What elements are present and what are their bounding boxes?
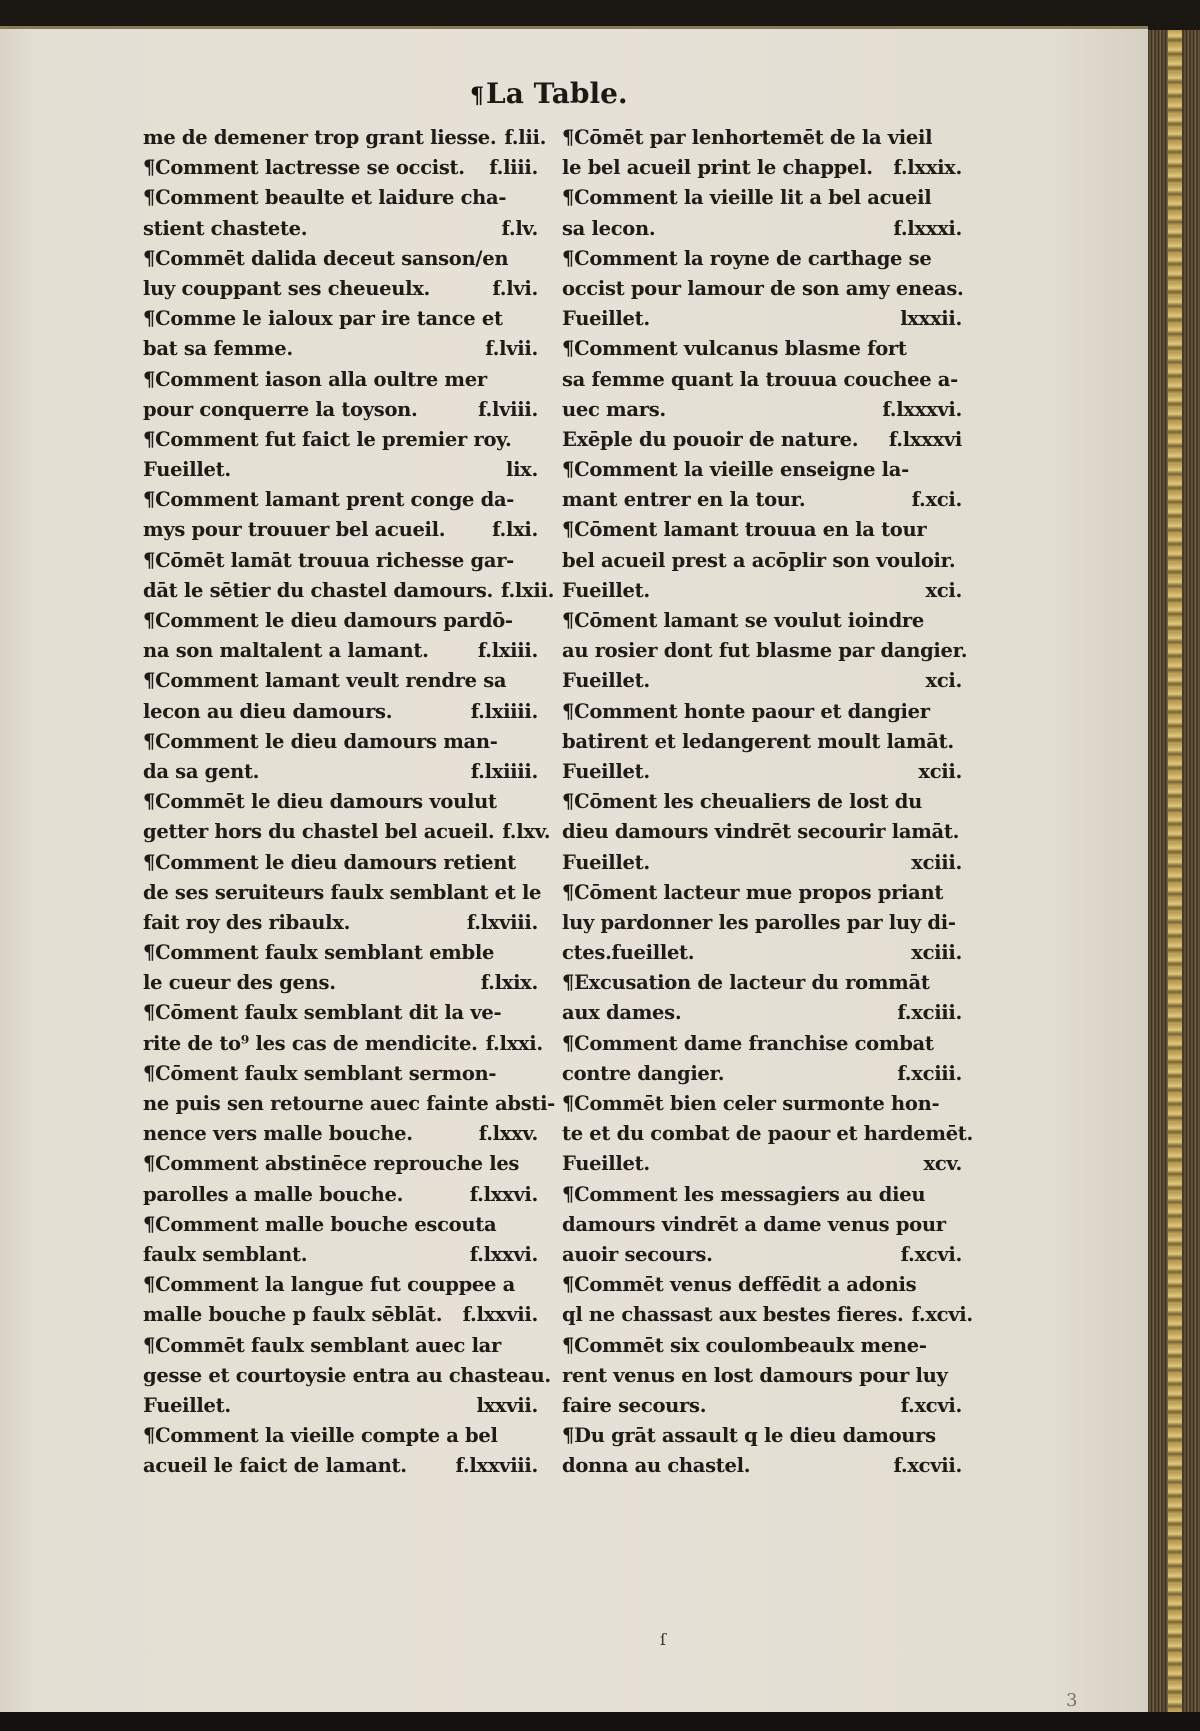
table-entry-line [562, 1149, 962, 1179]
entry-text: rent venus en lost damours pour luy [562, 1363, 948, 1387]
entry-text: ¶Comment le dieu damours pardō- [143, 609, 513, 632]
folio-reference: f.lxiii. [477, 639, 538, 663]
table-entry-line [143, 787, 538, 817]
table-column-right [562, 123, 973, 1481]
table-entry-line [562, 1089, 962, 1119]
folio-reference: f.lxxvi. [469, 1182, 538, 1206]
table-entry-line [562, 274, 962, 304]
entry-text: Fueillet. [562, 578, 650, 602]
entry-text: de ses seruiteurs faulx semblant et le [143, 880, 542, 904]
entry-text: ¶Comment la vieille enseigne la- [562, 458, 909, 482]
table-entry-line [143, 908, 538, 938]
entry-text: stient chastete. [143, 216, 308, 240]
table-entry-line [143, 1300, 538, 1330]
entry-text: ¶Cōmēt par lenhortemēt de la vieil [562, 126, 933, 149]
table-entry-line [562, 1240, 962, 1270]
table-entry-line [143, 1180, 538, 1210]
entry-text: le bel acueil print le chappel. [562, 156, 873, 180]
table-entry-line [143, 365, 538, 395]
entry-text: Exēple du pouoir de nature. [562, 427, 859, 451]
corner-mark: 3 [1066, 1690, 1078, 1711]
table-entry-line [562, 153, 962, 183]
table-entry-line [562, 1331, 962, 1361]
entry-text: ql ne chassast aux bestes fieres. [562, 1303, 904, 1327]
table-entry-line [562, 1029, 962, 1059]
table-entry-line [143, 1421, 538, 1451]
entry-text: ¶Comme le ialoux par ire tance et [143, 307, 503, 331]
table-entry-line [562, 878, 962, 908]
entry-text: ¶Comment abstinēce reprouche les [143, 1152, 520, 1176]
folio-reference: f.lii. [504, 126, 547, 149]
entry-text: ¶Comment lactresse se occist. [143, 156, 465, 180]
table-entry-line [562, 1300, 973, 1330]
table-entry-line [562, 1451, 962, 1481]
entry-text: nence vers malle bouche. [143, 1122, 413, 1146]
entry-text: ¶Comment la vieille compte a bel [143, 1424, 498, 1448]
entry-text: sa lecon. [562, 216, 656, 240]
entry-text: batirent et ledangerent moult lamāt. [562, 729, 954, 753]
entry-text: ¶Comment iason alla oultre mer [143, 367, 487, 391]
table-entry-line [143, 697, 538, 727]
folio-reference: xci. [925, 669, 962, 693]
entry-text: Fueillet. [143, 1393, 231, 1417]
folio-reference: f.lv. [501, 216, 538, 240]
table-entry-line [143, 244, 538, 274]
table-entry-line [562, 817, 962, 847]
table-entry-line [143, 455, 538, 485]
table-entry-line [562, 214, 962, 244]
table-entry-line [562, 1421, 962, 1451]
entry-text: me de demener trop grant liesse. [143, 126, 497, 149]
entry-text: uec mars. [562, 397, 666, 421]
entry-text: Fueillet. [562, 669, 650, 693]
entry-text: Fueillet. [143, 458, 231, 482]
table-entry-line [143, 878, 542, 908]
table-entry-line [562, 334, 962, 364]
entry-text: ¶Comment honte paour et dangier [562, 699, 930, 723]
folio-reference: f.lxiiii. [470, 759, 538, 783]
entry-text: ¶Commēt le dieu damours voulut [143, 790, 497, 814]
table-entry-line [143, 848, 538, 878]
table-entry-line [143, 1451, 538, 1481]
folio-reference: lix. [505, 458, 538, 482]
table-entry-line [562, 1119, 973, 1149]
table-entry-line [143, 757, 538, 787]
folio-reference: f.lxviii. [466, 910, 538, 934]
table-entry-line [143, 817, 551, 847]
table-entry-line [562, 425, 962, 455]
folio-reference: f.lviii. [478, 397, 538, 421]
table-entry-line [562, 455, 962, 485]
table-entry-line [143, 938, 538, 968]
table-entry-line [143, 1089, 555, 1119]
table-entry-line [562, 485, 962, 515]
entry-text: ¶Comment le dieu damours retient [143, 850, 516, 874]
table-entry-line [143, 1210, 538, 1240]
entry-text: ¶Comment dame franchise combat [562, 1031, 934, 1055]
folio-reference: f.lxxvi. [469, 1242, 538, 1266]
table-entry-line [562, 1270, 962, 1300]
table-entry-line [143, 515, 538, 545]
scan-background-bottom [0, 1712, 1200, 1731]
table-entry-line [562, 787, 962, 817]
entry-text: dāt le sētier du chastel damours. [143, 578, 494, 602]
book-fore-edge [1148, 30, 1200, 1731]
running-head-title: La Table. [486, 77, 628, 110]
table-entry-line [562, 636, 968, 666]
folio-reference: f.lvi. [492, 276, 538, 300]
folio-reference: lxxxii. [900, 307, 962, 331]
folio-reference: f.lvii. [485, 337, 538, 361]
entry-text: parolles a malle bouche. [143, 1182, 404, 1206]
entry-text: ¶Comment la royne de carthage se [562, 246, 932, 270]
entry-text: ¶Cōment lacteur mue propos priant [562, 880, 944, 904]
table-entry-line [562, 1210, 962, 1240]
running-head [470, 76, 690, 112]
entry-text: dieu damours vindrēt secourir lamāt. [562, 820, 960, 844]
table-entry-line [562, 395, 962, 425]
table-entry-line [143, 1119, 538, 1149]
table-entry-line [562, 968, 962, 998]
folio-reference: xcii. [918, 759, 962, 783]
entry-text: auoir secours. [562, 1242, 713, 1266]
entry-text: Fueillet. [562, 850, 650, 874]
table-entry-line [143, 576, 555, 606]
table-entry-line [143, 727, 538, 757]
entry-text: ctes.fueillet. [562, 941, 695, 965]
folio-reference: f.xciii. [897, 1001, 962, 1025]
folio-reference: f.liii. [489, 156, 538, 180]
folio-reference: f.xcvi. [900, 1242, 962, 1266]
folio-reference: f.xciii. [897, 1061, 962, 1085]
entry-text: ¶Du grāt assault q le dieu damours [562, 1424, 936, 1448]
table-entry-line [143, 666, 538, 696]
table-entry-line [143, 1240, 538, 1270]
folio-reference: f.lxxix. [893, 156, 962, 180]
entry-text: ¶Comment lamant prent conge da- [143, 488, 515, 512]
entry-text: fait roy des ribaulx. [143, 910, 351, 934]
table-entry-line [143, 183, 538, 213]
entry-text: getter hors du chastel bel acueil. [143, 820, 495, 844]
table-column-left [143, 123, 555, 1481]
table-entry-line [562, 697, 962, 727]
entry-text: ¶Comment la langue fut couppee a [143, 1273, 515, 1297]
entry-text: pour conquerre la toyson. [143, 397, 418, 421]
entry-text: ¶Excusation de lacteur du rommāt [562, 971, 930, 995]
entry-text: ¶Comment le dieu damours man- [143, 729, 498, 753]
table-entry-line [562, 727, 962, 757]
entry-text: acueil le faict de lamant. [143, 1454, 407, 1478]
folio-reference: f.lxii. [501, 578, 555, 602]
entry-text: occist pour lamour de son amy eneas. [562, 276, 964, 300]
table-entry-line [562, 183, 962, 213]
folio-reference: f.lxxviii. [455, 1454, 538, 1478]
table-entry-line [562, 576, 962, 606]
folio-reference: f.xcvi. [911, 1303, 973, 1327]
table-entry-line [562, 123, 962, 153]
folio-reference: xci. [925, 578, 962, 602]
table-entry-line [143, 998, 538, 1028]
entry-text: ¶Cōment faulx semblant sermon- [143, 1061, 497, 1085]
entry-text: luy pardonner les parolles par luy di- [562, 910, 956, 934]
table-entry-line [143, 1391, 538, 1421]
folio-reference: xciii. [911, 850, 962, 874]
entry-text: contre dangier. [562, 1061, 725, 1085]
table-entry-line [562, 546, 962, 576]
folio-reference: lxxvii. [476, 1393, 538, 1417]
entry-text: ¶Commēt venus deffēdit a adonis [562, 1273, 917, 1297]
gilt-edge [1168, 30, 1182, 1731]
entry-text: da sa gent. [143, 759, 260, 783]
folio-reference: f.lxxv. [478, 1122, 538, 1146]
entry-text: ¶Cōment lamant se voulut ioindre [562, 609, 925, 632]
folio-reference: f.lxxi. [485, 1031, 543, 1055]
table-entry-line [562, 515, 962, 545]
entry-text: ¶Comment lamant veult rendre sa [143, 669, 507, 693]
entry-text: Fueillet. [562, 759, 650, 783]
table-entry-line [143, 1149, 538, 1179]
entry-text: luy couppant ses cheueulx. [143, 276, 431, 300]
entry-text: ¶Cōmēt lamāt trouua richesse gar- [143, 548, 514, 572]
folio-reference: f.lxix. [480, 971, 538, 995]
table-entry-line [143, 1361, 551, 1391]
table-entry-line [143, 274, 538, 304]
table-entry-line [143, 153, 538, 183]
entry-text: gesse et courtoysie entra au chasteau. [143, 1363, 551, 1387]
table-entry-line [562, 1361, 962, 1391]
entry-text: ¶Comment beaulte et laidure cha- [143, 186, 507, 210]
entry-text: ¶Cōment faulx semblant dit la ve- [143, 1001, 502, 1025]
table-entry-line [562, 1059, 962, 1089]
pilcrow-icon: ¶ [470, 83, 484, 109]
table-entry-line [562, 998, 962, 1028]
table-entry-line [143, 304, 538, 334]
entry-text: rite de to⁹ les cas de mendicite. [143, 1031, 478, 1055]
folio-reference: f.lxxxvi. [882, 397, 962, 421]
entry-text: aux dames. [562, 1001, 682, 1025]
table-entry-line [143, 1270, 538, 1300]
entry-text: na son maltalent a lamant. [143, 639, 429, 663]
table-entry-line [143, 1059, 538, 1089]
table-entry-line [143, 214, 538, 244]
table-entry-line [562, 908, 962, 938]
table-entry-line [562, 244, 962, 274]
entry-text: ¶Comment les messagiers au dieu [562, 1182, 926, 1206]
folio-reference: f.xcvi. [900, 1393, 962, 1417]
table-entry-line [562, 666, 962, 696]
folio-reference: xcv. [923, 1152, 962, 1176]
entry-text: ¶Comment fut faict le premier roy. [143, 427, 512, 451]
entry-text: lecon au dieu damours. [143, 699, 393, 723]
table-entry-line [143, 425, 538, 455]
entry-text: ¶Comment vulcanus blasme fort [562, 337, 907, 361]
folio-reference: f.lxiiii. [470, 699, 538, 723]
table-entry-line [562, 365, 962, 395]
entry-text: faire secours. [562, 1393, 707, 1417]
folio-reference: f.lxi. [492, 518, 538, 542]
entry-text: sa femme quant la trouua couchee a- [562, 367, 958, 391]
entry-text: ¶Comment malle bouche escouta [143, 1212, 497, 1236]
entry-text: ¶Commēt faulx semblant auec lar [143, 1333, 501, 1357]
entry-text: faulx semblant. [143, 1242, 308, 1266]
entry-text: le cueur des gens. [143, 971, 336, 995]
entry-text: ¶Cōment lamant trouua en la tour [562, 518, 927, 542]
folio-reference: f.lxv. [502, 820, 551, 844]
table-entry-line [143, 636, 538, 666]
entry-text: donna au chastel. [562, 1454, 751, 1478]
entry-text: ¶Commēt six coulombeaulx mene- [562, 1333, 927, 1357]
entry-text: te et du combat de paour et hardemēt. [562, 1122, 973, 1146]
entry-text: ne puis sen retourne auec fainte absti- [143, 1092, 555, 1115]
table-entry-line [143, 606, 538, 636]
table-entry-line [143, 1029, 543, 1059]
entry-text: ¶Cōment les cheualiers de lost du [562, 790, 922, 814]
entry-text: malle bouche p faulx sēblāt. [143, 1303, 443, 1327]
entry-text: bel acueil prest a acōplir son vouloir. [562, 548, 956, 572]
folio-reference: xciii. [911, 941, 962, 965]
signature-mark: ſ [660, 1630, 666, 1649]
table-entry-line [143, 1331, 538, 1361]
table-entry-line [143, 395, 538, 425]
folio-reference: f.lxxvii. [462, 1303, 538, 1327]
entry-text: Fueillet. [562, 307, 650, 331]
table-entry-line [143, 546, 538, 576]
table-entry-line [143, 485, 538, 515]
entry-text: au rosier dont fut blasme par dangier. [562, 639, 968, 663]
table-entry-line [143, 334, 538, 364]
table-entry-line [562, 1391, 962, 1421]
table-entry-line [143, 123, 547, 153]
entry-text: ¶Commēt bien celer surmonte hon- [562, 1092, 940, 1115]
folio-reference: f.lxxxvi [888, 427, 962, 451]
table-entry-line [562, 606, 962, 636]
entry-text: Fueillet. [562, 1152, 650, 1176]
entry-text: mys pour trouuer bel acueil. [143, 518, 446, 542]
entry-text: bat sa femme. [143, 337, 293, 361]
entry-text: ¶Commēt dalida deceut sanson/en [143, 246, 509, 270]
entry-text: mant entrer en la tour. [562, 488, 806, 512]
table-entry-line [562, 938, 962, 968]
entry-text: ¶Comment faulx semblant emble [143, 941, 495, 965]
table-entry-line [562, 304, 962, 334]
table-entry-line [562, 1180, 962, 1210]
folio-reference: f.lxxxi. [893, 216, 962, 240]
entry-text: ¶Comment la vieille lit a bel acueil [562, 186, 932, 210]
folio-reference: f.xci. [911, 488, 962, 512]
entry-text: damours vindrēt a dame venus pour [562, 1212, 946, 1236]
table-entry-line [562, 757, 962, 787]
folio-reference: f.xcvii. [893, 1454, 962, 1478]
table-entry-line [143, 968, 538, 998]
table-entry-line [562, 848, 962, 878]
